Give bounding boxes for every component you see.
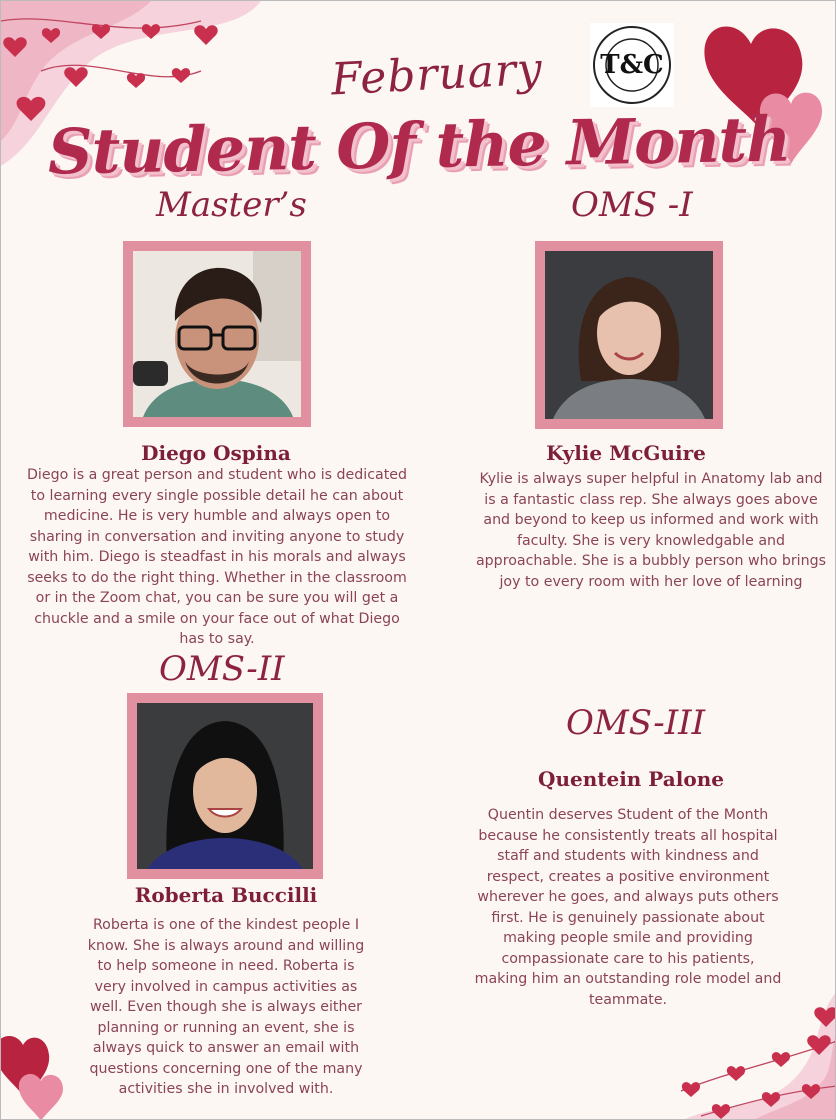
page-title: Student Of the Month xyxy=(47,102,791,189)
student-name-diego: Diego Ospina xyxy=(141,441,291,465)
svg-text:T&C: T&C xyxy=(600,50,664,80)
portrait-photo-roberta xyxy=(137,703,313,869)
student-bio-kylie: Kylie is always super helpful in Anatomy lab and is a fantastic class rep. She always goes above and beyond to keep us informed and work with faculty. She is very knowledgable and approachable. She is a bubbly person who brings joy to every room with her love of learning xyxy=(475,471,827,590)
photo-frame-kylie xyxy=(535,241,723,429)
student-name-kylie: Kylie McGuire xyxy=(546,441,706,465)
section-heading-oms-2: OMS-II xyxy=(159,649,285,689)
bottom-left-hearts-decoration xyxy=(1,1029,71,1120)
section-heading-oms-3: OMS-III xyxy=(566,703,706,743)
student-name-quentein: Quentein Palone xyxy=(538,767,724,791)
photo-frame-diego xyxy=(123,241,311,427)
portrait-photo-kylie xyxy=(545,251,713,419)
section-heading-oms-1: OMS -I xyxy=(571,185,693,225)
student-bio-diego: Diego is a great person and student who is dedicated to learning every single possible detail he can about medicine. He is very humble and always open to sharing in conversation and inviting anyone to study with him. Diego is steadfast in his morals and always seeks to do the right thing. Whether in the classroom or in the Zoom chat, you can be sure you will get a chuckle and a smile on your face out of what Diego has to say. xyxy=(26,467,408,647)
section-heading-masters: Master’s xyxy=(156,185,307,225)
portrait-photo-diego xyxy=(133,251,301,417)
bottom-right-heart-decoration xyxy=(641,991,836,1120)
month-heading: February xyxy=(329,43,545,106)
student-bio-roberta: Roberta is one of the kindest people I know. She is always around and willing to help someone in need. Roberta is very involved in campus activities as well. Even though she is always either planning or running an event, she is always quick to answer an email with questions concerning one of the many activities she in involved with. xyxy=(87,917,365,1097)
student-bio-quentein: Quentin deserves Student of the Month because he consistently treats all hospital staff and students with kindness and respect, creates a positive environment wherever he goes, and always puts others first. He is genuinely passionate about making people smile and providing compassionate care to his patients, making him an outstanding role model and teammate. xyxy=(474,807,782,1008)
student-name-roberta: Roberta Buccilli xyxy=(134,883,318,907)
photo-frame-roberta xyxy=(127,693,323,879)
touro-logo-icon xyxy=(590,23,674,107)
touro-college-logo xyxy=(590,23,674,107)
